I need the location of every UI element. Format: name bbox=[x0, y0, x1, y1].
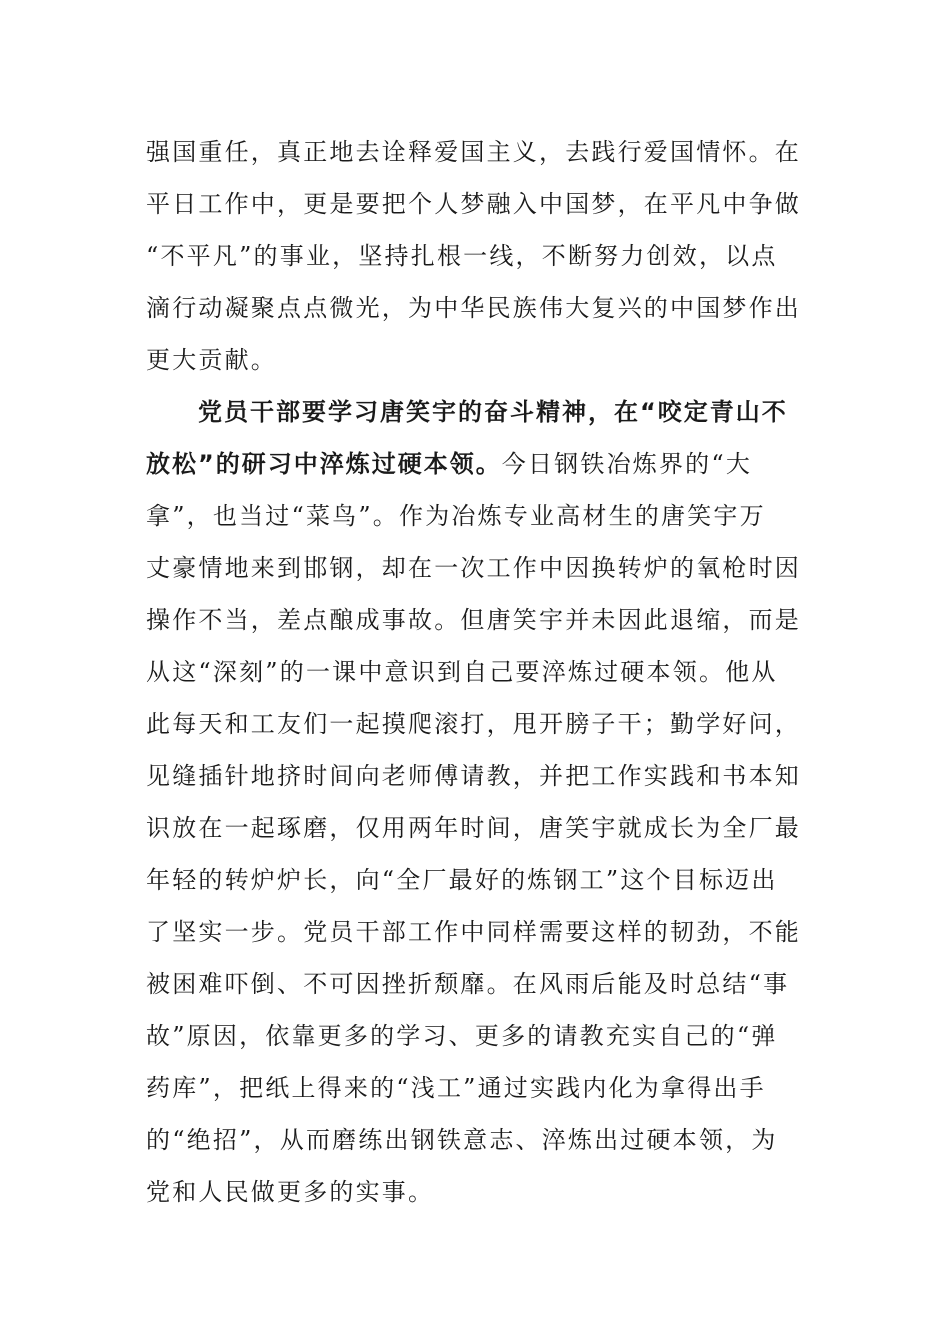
text-line: 的“绝招”，从而磨练出钢铁意志、淬炼出过硬本领，为 bbox=[146, 1126, 778, 1154]
text-line: 年轻的转炉炉长，向“全厂最好的炼钢工”这个目标迈出 bbox=[146, 866, 778, 894]
text-line bbox=[146, 438, 806, 490]
text-line: 见缝插针地挤时间向老师傅请教，并把工作实践和书本知 bbox=[146, 762, 801, 790]
text-line: 强国重任，真正地去诠释爱国主义，去践行爱国情怀。在 bbox=[146, 138, 801, 166]
text-line: 党和人民做更多的实事。 bbox=[146, 1178, 435, 1206]
text-line: 此每天和工友们一起摸爬滚打，甩开膀子干；勤学好问， bbox=[146, 710, 801, 738]
text-line: 平日工作中，更是要把个人梦融入中国梦，在平凡中争做 bbox=[146, 190, 801, 218]
text-line: “不平凡”的事业，坚持扎根一线，不断努力创效，以点 bbox=[146, 242, 778, 270]
text-line: 滴行动凝聚点点微光，为中华民族伟大复兴的中国梦作出 bbox=[146, 294, 801, 322]
paragraph-1 bbox=[146, 126, 806, 386]
text-line: 丈豪情地来到邯钢，却在一次工作中因换转炉的氧枪时因 bbox=[146, 554, 801, 582]
text-line: 拿”，也当过“菜鸟”。作为冶炼专业高材生的唐笑宇万 bbox=[146, 502, 766, 530]
text-line: 操作不当，差点酿成事故。但唐笑宇并未因此退缩，而是 bbox=[146, 606, 801, 634]
text-span: 今日钢铁冶炼界的“大 bbox=[501, 450, 753, 478]
paragraph-2 bbox=[146, 386, 806, 1218]
paragraph-heading-part2: 放松”的研习中淬炼过硬本领。 bbox=[146, 450, 502, 478]
paragraph-heading-part1: 党员干部要学习唐笑宇的奋斗精神，在“咬定青山不 bbox=[198, 398, 788, 426]
body-text bbox=[146, 126, 806, 1218]
text-line: 从这“深刻”的一课中意识到自己要淬炼过硬本领。他从 bbox=[146, 658, 778, 686]
text-line: 故”原因，依靠更多的学习、更多的请教充实自己的“弹 bbox=[146, 1022, 778, 1050]
text-line: 被困难吓倒、不可因挫折颓靡。在风雨后能及时总结“事 bbox=[146, 970, 790, 998]
text-line: 药库”，把纸上得来的“浅工”通过实践内化为拿得出手 bbox=[146, 1074, 766, 1102]
text-line: 识放在一起琢磨，仅用两年时间，唐笑宇就成长为全厂最 bbox=[146, 814, 801, 842]
text-line: 了坚实一步。党员干部工作中同样需要这样的韧劲，不能 bbox=[146, 918, 801, 946]
text-line bbox=[146, 386, 806, 438]
text-line: 更大贡献。 bbox=[146, 346, 277, 374]
